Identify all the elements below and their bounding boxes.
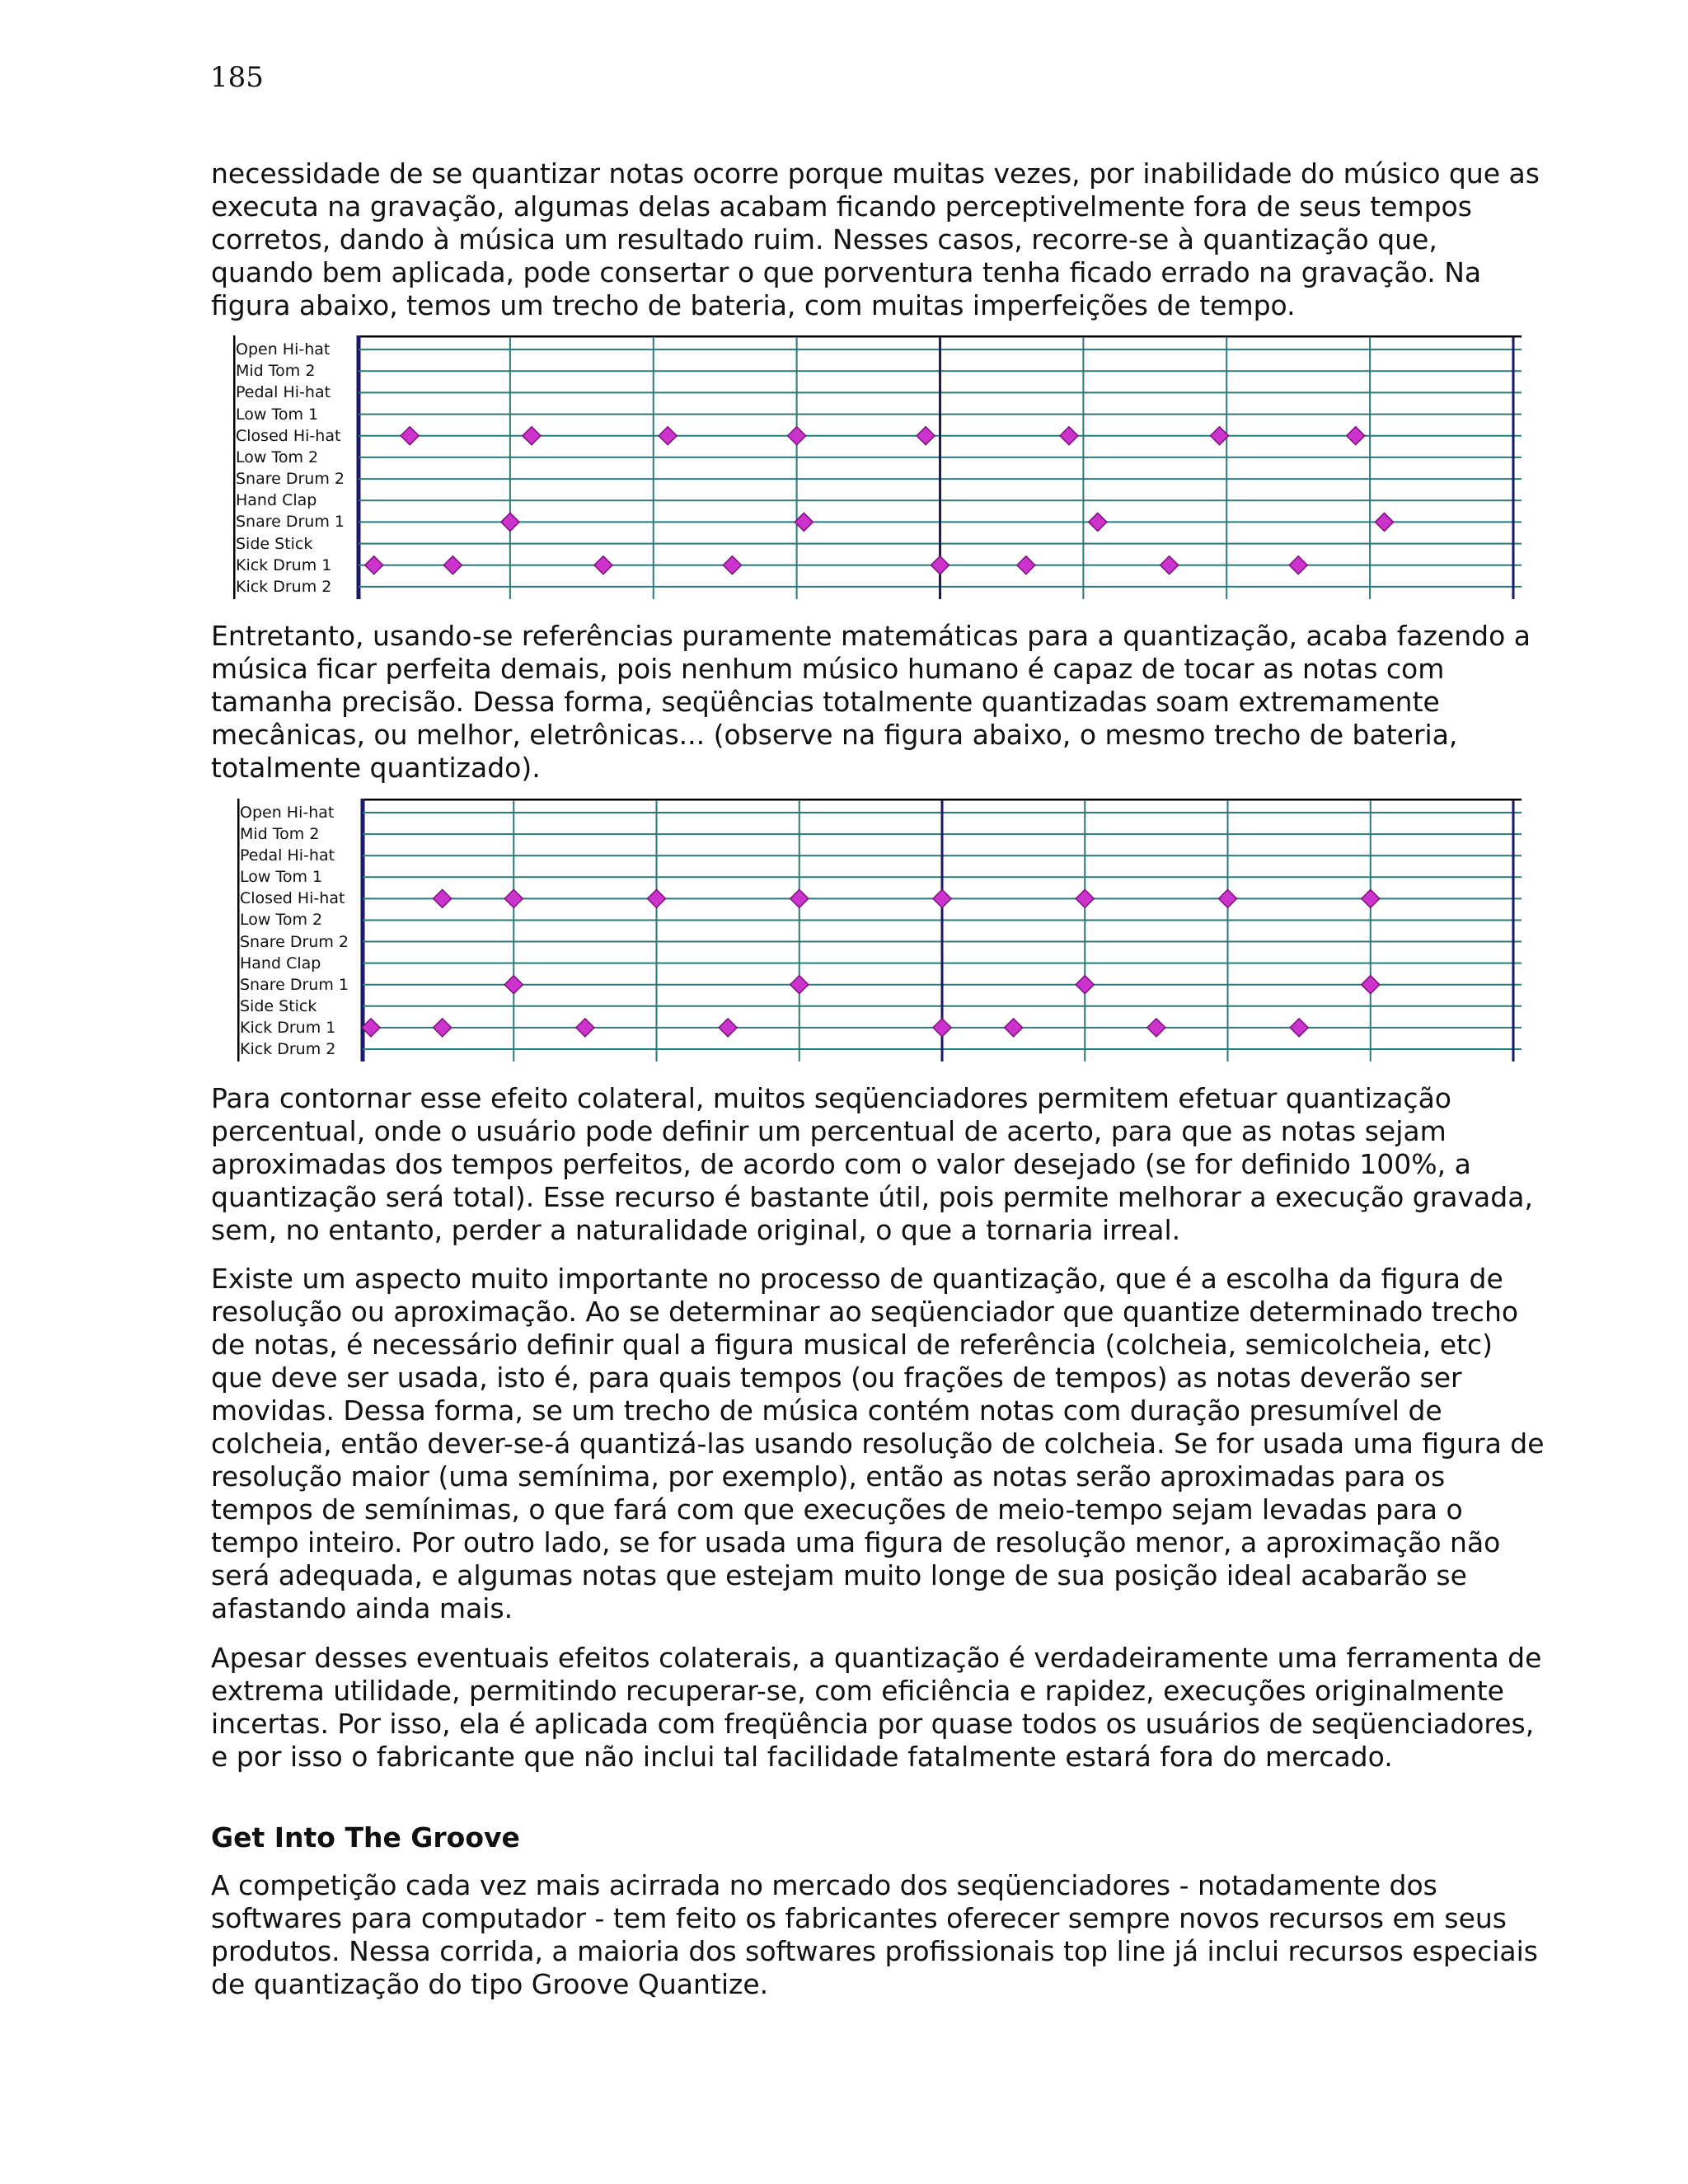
note-marker	[1147, 1019, 1165, 1037]
drum-label: Mid Tom 2	[236, 362, 316, 381]
note-marker	[933, 889, 951, 907]
section-heading: Get Into The Groove	[211, 1821, 520, 1854]
drum-label: Low Tom 2	[236, 448, 319, 466]
note-marker	[917, 427, 935, 445]
note-marker	[1290, 1019, 1308, 1037]
drum-label: Snare Drum 2	[240, 932, 349, 951]
note-marker	[1005, 1019, 1023, 1037]
note-marker	[1289, 556, 1307, 574]
note-marker	[501, 513, 519, 531]
drum-label: Closed Hi-hat	[240, 889, 345, 908]
drum-label: Low Tom 2	[240, 911, 323, 930]
note-marker	[594, 556, 612, 574]
note-marker	[504, 889, 523, 907]
note-marker	[1219, 889, 1237, 907]
drum-label: Snare Drum 1	[240, 975, 349, 994]
paragraph-4: Existe um aspecto muito importante no processo de quantização, que é a escolha da figura de resolução ou aproximação. Ao se determinar ao seqüenciador que quantize determinado trecho de notas, é necessário definir qual a figura musical de referência (colcheia, semicolcheia, etc) que deve ser usada, isto é, para quais tempos (ou frações de tempos) as notas deverão ser movidas. Dessa forma, se um trecho de música contém notas com duração presumível de colcheia, então dever-se-á quantizá-las usando resolução de colcheia. Se for usada uma figura de resolução maior (uma semínima, por exemplo), então as notas serão aproximadas para os tempos de semínimas, o que fará com que execuções de meio-tempo sejam levadas para o tempo inteiro. Por outro lado, se for usada uma figura de resolução menor, a aproximação não será adequada, e algumas notas que estejam muito longe de sua posição ideal acabarão se afastando ainda mais.	[211, 1263, 1545, 1624]
drum-grid-quantized	[237, 799, 1523, 1062]
drum-label: Closed Hi-hat	[236, 426, 341, 445]
note-marker	[1362, 976, 1380, 994]
note-marker	[1376, 513, 1394, 531]
paragraph-6: A competição cada vez mais acirrada no mercado dos seqüenciadores - notadamente dos softwares para computador - tem feito os fabricantes oferecer sempre novos recursos em seus produtos. Nessa corrida, a maioria dos softwares profissionais top line já inclui recursos especiais de quantização do tipo Groove Quantize.	[211, 1869, 1538, 2000]
drum-label: Kick Drum 2	[240, 1039, 336, 1058]
note-marker	[523, 427, 541, 445]
note-marker	[790, 976, 809, 994]
drum-label: Open Hi-hat	[240, 804, 335, 823]
note-marker	[1076, 889, 1094, 907]
drum-label: Kick Drum 1	[236, 555, 332, 574]
note-marker	[931, 556, 950, 574]
paragraph-5: Apesar desses eventuais efeitos colaterais, a quantização é verdadeiramente uma ferramenta de extrema utilidade, permitindo recuperar-se, com eficiência e rapidez, execuções originalmente incertas. Por isso, ela é aplicada com freqüência por quase todos os usuários de seqüenciadores, e por isso o fabricante que não inclui tal facilidade fatalmente estará fora do mercado.	[211, 1642, 1542, 1773]
note-marker	[401, 427, 419, 445]
paragraph-2: Entretanto, usando-se referências puramente matemáticas para a quantização, acaba fazendo a música ficar perfeita demais, pois nenhum músico humano é capaz de tocar as notas com tamanha precisão. Dessa forma, seqüências totalmente quantizadas soam extremamente mecânicas, ou melhor, eletrônicas... (observe na figura abaixo, o mesmo trecho de bateria, totalmente quantizado).	[211, 620, 1531, 784]
note-marker	[443, 556, 462, 574]
note-marker	[659, 427, 677, 445]
drum-grid-unquantized	[233, 335, 1523, 599]
note-marker	[648, 889, 666, 907]
note-marker	[933, 1019, 951, 1037]
page-number: 185	[210, 61, 264, 94]
drum-label: Pedal Hi-hat	[240, 846, 335, 865]
drum-label: Mid Tom 2	[240, 825, 320, 844]
drum-label: Pedal Hi-hat	[236, 383, 331, 402]
drum-label: Kick Drum 1	[240, 1018, 336, 1037]
note-marker	[576, 1019, 594, 1037]
drum-label: Low Tom 1	[240, 868, 323, 887]
note-marker	[1362, 889, 1380, 907]
note-marker	[1160, 556, 1179, 574]
note-marker	[1347, 427, 1365, 445]
note-marker	[719, 1019, 737, 1037]
drum-label: Kick Drum 2	[236, 577, 332, 596]
note-marker	[1060, 427, 1078, 445]
drum-label: Side Stick	[236, 534, 313, 553]
note-marker	[1076, 976, 1094, 994]
note-marker	[504, 976, 523, 994]
drum-grid-svg	[237, 799, 1523, 1062]
note-marker	[434, 889, 452, 907]
note-marker	[1017, 556, 1035, 574]
drum-grid-svg	[233, 335, 1523, 599]
paragraph-3: Para contornar esse efeito colateral, muitos seqüenciadores permitem efetuar quantização percentual, onde o usuário pode definir um percentual de acerto, para que as notas sejam aproximadas dos tempos perfeitos, de acordo com o valor desejado (se for definido 100%, a quantização será total). Esse recurso é bastante útil, pois permite melhorar a execução gravada, sem, no entanto, perder a naturalidade original, o que a tornaria irreal.	[211, 1082, 1533, 1246]
note-marker	[1089, 513, 1107, 531]
note-marker	[365, 556, 383, 574]
drum-label: Snare Drum 2	[236, 470, 345, 489]
drum-label: Low Tom 1	[236, 405, 319, 424]
drum-label: Open Hi-hat	[236, 340, 331, 359]
paragraph-1: necessidade de se quantizar notas ocorre porque muitas vezes, por inabilidade do músico que as executa na gravação, algumas delas acabam ficando perceptivelmente fora de seus tempos corretos, dando à música um resultado ruim. Nesses casos, recorre-se à quantização que, quando bem aplicada, pode consertar o que porventura tenha ficado errado na gravação. Na figura abaixo, temos um trecho de bateria, com muitas imperfeições de tempo.	[211, 157, 1540, 321]
drum-label: Hand Clap	[240, 954, 321, 972]
drum-label: Hand Clap	[236, 491, 317, 510]
note-marker	[788, 427, 806, 445]
drum-label: Side Stick	[240, 996, 317, 1015]
note-marker	[790, 889, 809, 907]
drum-label: Snare Drum 1	[236, 513, 345, 532]
note-marker	[434, 1019, 452, 1037]
note-marker	[723, 556, 741, 574]
